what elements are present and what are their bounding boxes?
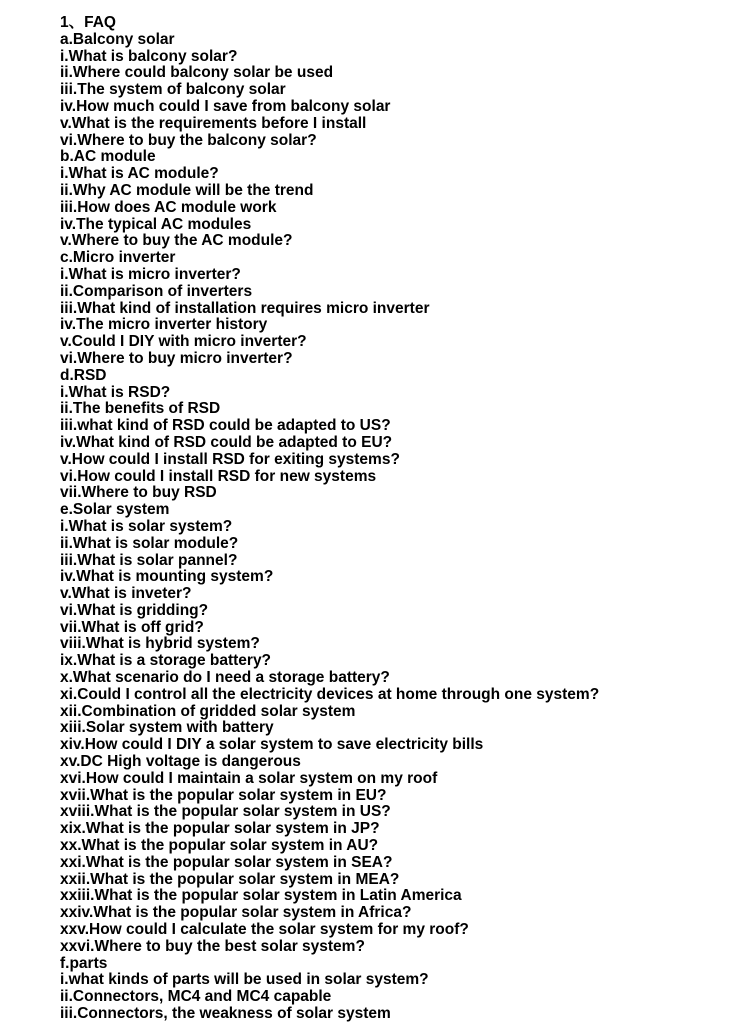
list-item: vii.What is off grid?: [60, 618, 204, 636]
list-item: x.What scenario do I need a storage battery?: [60, 669, 390, 687]
list-item: iv.What kind of RSD could be adapted to EU?: [60, 433, 393, 451]
faq-heading: 1、FAQ: [60, 14, 116, 31]
list-item: xxiii.What is the popular solar system in Latin America: [60, 887, 462, 905]
list-item: iv.What is mounting system?: [60, 568, 274, 586]
list-item: viii.What is hybrid system?: [60, 635, 260, 653]
list-item: xii.Combination of gridded solar system: [60, 702, 356, 720]
list-item: xiii.Solar system with battery: [60, 719, 274, 737]
list-item: i.What is balcony solar?: [60, 47, 238, 65]
list-item: i.What is RSD?: [60, 383, 171, 401]
list-item: v.Could I DIY with micro inverter?: [60, 333, 307, 351]
faq-document: [60, 15, 740, 1023]
list-item: xxii.What is the popular solar system in MEA?: [60, 870, 400, 888]
list-item: xxvi.Where to buy the best solar system?: [60, 937, 365, 955]
list-item: ii.The benefits of RSD: [60, 400, 221, 418]
section-heading-balcony-solar: a.Balcony solar: [60, 30, 175, 48]
list-item: xviii.What is the popular solar system in US?: [60, 803, 391, 821]
section-heading-micro-inverter: c.Micro inverter: [60, 249, 176, 267]
list-item: v.Where to buy the AC module?: [60, 232, 293, 250]
list-item: ii.Where could balcony solar be used: [60, 64, 334, 82]
list-item: i.What is solar system?: [60, 517, 233, 535]
list-item: v.How could I install RSD for exiting systems?: [60, 450, 400, 468]
list-item: iii.What is solar pannel?: [60, 551, 238, 569]
list-item: iv.The micro inverter history: [60, 316, 268, 334]
list-item: vi.Where to buy micro inverter?: [60, 349, 293, 367]
list-item: xxiv.What is the popular solar system in Africa?: [60, 904, 412, 922]
list-item: xxv.How could I calculate the solar system for my roof?: [60, 921, 469, 939]
list-item: iii.How does AC module work: [60, 198, 277, 216]
list-item: v.What is inveter?: [60, 585, 192, 603]
section-heading-rsd: d.RSD: [60, 366, 107, 384]
list-item: ii.Connectors, MC4 and MC4 capable: [60, 988, 332, 1006]
list-item: ix.What is a storage battery?: [60, 652, 272, 670]
list-item: i.what kinds of parts will be used in solar system?: [60, 971, 429, 989]
list-item: ii.Why AC module will be the trend: [60, 181, 314, 199]
list-item: i.What is AC module?: [60, 165, 219, 183]
list-item: iii.What kind of installation requires micro inverter: [60, 299, 430, 317]
list-item: iii.The system of balcony solar: [60, 81, 286, 99]
list-item: xxi.What is the popular solar system in SEA?: [60, 853, 393, 871]
list-item: vi.What is gridding?: [60, 601, 209, 619]
list-item: v.What is the requirements before I install: [60, 114, 367, 132]
list-item: xvi.How could I maintain a solar system on my roof: [60, 769, 438, 787]
list-item: xvii.What is the popular solar system in EU?: [60, 786, 387, 804]
list-item: iii.Connectors, the weakness of solar system: [60, 1005, 391, 1023]
section-heading-parts: f.parts: [60, 954, 108, 972]
list-item: vi.How could I install RSD for new systems: [60, 467, 377, 485]
section-heading-ac-module: b.AC module: [60, 148, 156, 166]
list-item: vi.Where to buy the balcony solar?: [60, 131, 317, 149]
list-item: vii.Where to buy RSD: [60, 484, 217, 502]
section-heading-solar-system: e.Solar system: [60, 501, 170, 519]
list-item: iii.what kind of RSD could be adapted to US?: [60, 417, 391, 435]
list-item: xiv.How could I DIY a solar system to save electricity bills: [60, 736, 484, 754]
list-item: xx.What is the popular solar system in AU?: [60, 837, 379, 855]
list-item: iv.The typical AC modules: [60, 215, 252, 233]
list-item: xix.What is the popular solar system in JP?: [60, 820, 380, 838]
list-item: iv.How much could I save from balcony solar: [60, 97, 391, 115]
list-item: xv.DC High voltage is dangerous: [60, 753, 301, 771]
list-item: i.What is micro inverter?: [60, 265, 241, 283]
list-item: ii.Comparison of inverters: [60, 282, 253, 300]
list-item: ii.What is solar module?: [60, 534, 239, 552]
list-item: xi.Could I control all the electricity devices at home through one system?: [60, 685, 600, 703]
